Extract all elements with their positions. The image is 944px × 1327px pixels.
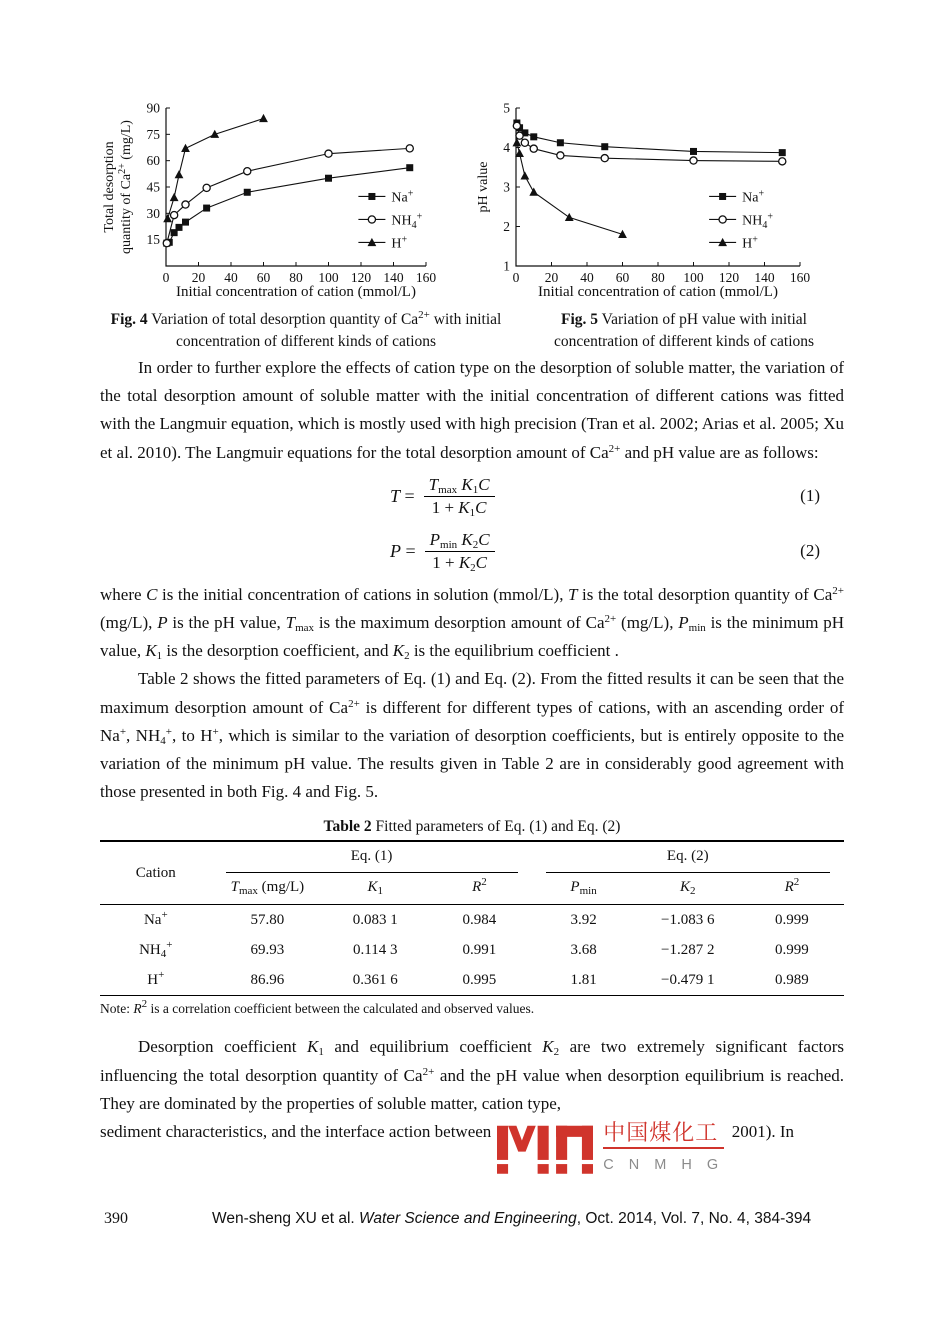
svg-text:30: 30 xyxy=(146,205,160,221)
svg-text:NH4+: $NH_4^+$ xyxy=(742,211,773,231)
equation-1-lhs: T = xyxy=(390,485,415,506)
svg-text:Na+: Na+ xyxy=(391,188,414,206)
table-2-col-tmax: $T_{max}$ (mg/L) xyxy=(212,873,324,905)
value-cell: 0.361 6 xyxy=(352,971,398,988)
table-2-group-eq2: Eq. (2) xyxy=(532,841,845,873)
lastline-text: sediment characteristics, and the interface action between xyxy=(100,1122,492,1142)
table-2-col-k2: $K_2$ xyxy=(636,873,740,905)
table-2-col-r2b: $R^2$ xyxy=(740,873,844,905)
cnmhg-watermark xyxy=(497,1120,723,1179)
value-cell: 0.999 xyxy=(775,911,809,928)
value-cell: 0.083 1 xyxy=(352,911,398,928)
svg-text:quantity of Ca2+ (mg/L): quantity of $Ca^{2+}$ (mg/L) xyxy=(117,120,134,254)
value-cell: 57.80 xyxy=(250,911,285,928)
table-2-col-pmin: $P_{min}$ xyxy=(532,873,636,905)
paragraph-coefficients-lastline xyxy=(100,1118,844,1188)
value-cell: 0.114 3 xyxy=(353,941,398,958)
table-2-col-r2a: $R^2$ xyxy=(427,873,531,905)
cation-cell: H+ xyxy=(147,968,165,988)
svg-text:160: 160 xyxy=(415,270,437,285)
value-cell: 1.81 xyxy=(570,971,597,988)
page-footer xyxy=(100,1210,844,1228)
svg-text:60: 60 xyxy=(256,270,271,285)
figure-5-chart xyxy=(474,100,844,305)
equation-2-number: (2) xyxy=(800,541,820,561)
paragraph-table2-discussion: Table 2 shows the fitted parameters of Eq. (1) and Eq. (2). From the fitted results it can be seen that the maximum desorption amount of $Ca^{2+}$ is different for different types of cations, with an ascending order of Na+, $NH_4^+$, to H+, which is similar to the variation of desorption coefficients, but is entirely opposite to the variation of the minimum pH value. The results given in Table 2 are in considerably good agreement with those presented in both Fig. 4 and Fig. 5. xyxy=(100,669,845,802)
table-row xyxy=(100,905,844,936)
table-2-group-eq1: Eq. (1) xyxy=(212,841,532,873)
equation-2-lhs: P = xyxy=(390,540,416,561)
svg-text:20: 20 xyxy=(544,270,559,285)
cation-cell: Na+ xyxy=(143,908,168,928)
value-cell: 86.96 xyxy=(250,971,285,988)
svg-text:140: 140 xyxy=(754,270,775,285)
svg-text:H+: H+ xyxy=(391,234,408,252)
value-cell: 0.991 xyxy=(462,941,497,958)
table-2-col-k1: $K_1$ xyxy=(323,873,427,905)
table-2-caption: Table 2 Fitted parameters of Eq. (1) and Eq. (2) xyxy=(323,818,621,836)
value-cell: 69.93 xyxy=(250,941,285,958)
table-2-group-header-row xyxy=(100,841,844,873)
table-row xyxy=(100,935,844,965)
svg-text:NH4+: $NH_4^+$ xyxy=(391,211,423,231)
legend xyxy=(709,188,773,251)
svg-text:2: 2 xyxy=(503,219,510,234)
value-cell: −1.083 6 xyxy=(661,911,715,928)
svg-text:140: 140 xyxy=(383,270,404,285)
table-2 xyxy=(100,840,844,996)
svg-text:60: 60 xyxy=(146,153,160,169)
svg-text:40: 40 xyxy=(580,270,594,285)
paragraph-where: where C is the initial concentration of cations in solution (mmol/L), T is the total desorption quantity of $Ca^{2+}$ (mg/L), P is the pH value, $T_{max}$ is the maximum desorption amount of $Ca^{2+}$ (mg/L), $P_{min}$ is the minimum pH value, $K_1$ is the desorption coefficient, and $K_2$ is the equilibrium coefficient . xyxy=(100,584,845,663)
svg-text:4: 4 xyxy=(503,140,510,155)
fig5-line-chart xyxy=(474,100,844,300)
page-number: 390 xyxy=(104,1210,128,1227)
svg-text:1: 1 xyxy=(503,258,510,274)
value-cell: 0.995 xyxy=(462,971,497,988)
svg-text:Initial concentration of catio: Initial concentration of cation (mmol/L) xyxy=(538,284,778,300)
table-2-column-header-row xyxy=(100,873,844,905)
equation-1-fraction: $\frac{T_{max} K_1C}{1 + K_1C}$ xyxy=(424,475,495,518)
figure-5-caption: Fig. 5 Variation of pH value with initial concentration of different kinds of cations xyxy=(553,311,815,350)
legend xyxy=(358,188,422,251)
figure-4-caption: Fig. 4 Variation of total desorption quantity of $Ca^{2+}$ with initial concentration of different kinds of cations xyxy=(110,309,502,350)
series-NH4 xyxy=(163,145,413,247)
figure-captions xyxy=(100,309,844,352)
table-row xyxy=(100,965,844,996)
equation-1 xyxy=(100,469,844,524)
svg-text:80: 80 xyxy=(289,270,303,285)
svg-text:75: 75 xyxy=(146,126,160,142)
svg-text:120: 120 xyxy=(718,270,740,285)
svg-text:0: 0 xyxy=(162,270,170,285)
paragraph-coefficients: Desorption coefficient $K_1$ and equilibrium coefficient $K_2$ are two extremely significant factors influencing the total desorption quantity of $Ca^{2+}$ and the pH value when desorption equilibrium is reached. They are dominated by the properties of soluble matter, cation type, xyxy=(100,1037,845,1113)
figure-4-chart xyxy=(100,100,470,305)
equations-block xyxy=(100,469,844,579)
equation-2-fraction: $\frac{P_{min} K_2C}{1 + K_2C}$ xyxy=(425,530,495,573)
table-2-corner-header: Cation xyxy=(100,841,212,905)
logo-chinese-text: 中国煤化工 xyxy=(603,1120,723,1149)
svg-text:120: 120 xyxy=(350,270,372,285)
svg-text:Initial concentration of catio: Initial concentration of cation (mmol/L) xyxy=(176,284,416,300)
series-NH4 xyxy=(513,122,786,165)
value-cell: 3.68 xyxy=(570,941,597,958)
svg-text:H+: H+ xyxy=(742,234,758,252)
series-Na xyxy=(513,120,785,157)
svg-text:100: 100 xyxy=(318,270,339,285)
svg-text:100: 100 xyxy=(683,270,704,285)
paragraph-langmuir-intro: In order to further explore the effects of cation type on the desorption of soluble matter, the variation of the total desorption amount of soluble matter with the initial concentration of different cations was fitted with the Langmuir equation, which is mostly used with high precision (Tran et al. 2002; Arias et al. 2005; Xu et al. 2010). The Langmuir equations for the total desorption amount of $Ca^{2+}$ and pH value are as follows: xyxy=(100,358,844,462)
svg-text:80: 80 xyxy=(651,270,665,285)
equation-2 xyxy=(100,524,844,579)
svg-text:pH value: pH value xyxy=(476,161,491,213)
svg-text:160: 160 xyxy=(789,270,811,285)
table-2-note: Note: $R^2$ is a correlation coefficient between the calculated and observed values. xyxy=(100,998,535,1017)
cnmhg-logo-icon xyxy=(497,1120,593,1174)
cation-cell: $NH_4^+$ xyxy=(139,938,173,960)
svg-text:40: 40 xyxy=(224,270,238,285)
running-citation: Wen-sheng XU et al. Water Science and Engineering, Oct. 2014, Vol. 7, No. 4, 384-394 xyxy=(212,1210,812,1227)
value-cell: 3.92 xyxy=(570,911,597,928)
equation-1-number: (1) xyxy=(800,486,820,506)
value-cell: 0.999 xyxy=(775,941,809,958)
value-cell: −1.287 2 xyxy=(661,941,715,958)
svg-text:20: 20 xyxy=(191,270,206,285)
svg-text:0: 0 xyxy=(512,270,520,285)
value-cell: −0.479 1 xyxy=(661,971,715,988)
series-H xyxy=(163,114,268,222)
svg-text:5: 5 xyxy=(503,100,510,116)
figures-row xyxy=(100,0,844,305)
fig4-line-chart xyxy=(100,100,470,300)
value-cell: 0.989 xyxy=(775,971,809,988)
svg-text:45: 45 xyxy=(146,179,160,195)
svg-text:60: 60 xyxy=(615,270,630,285)
svg-text:15: 15 xyxy=(146,232,160,248)
svg-text:Total desorption: Total desorption xyxy=(102,141,117,233)
series-H xyxy=(512,138,626,238)
lastline-tail: 2001). In xyxy=(731,1122,795,1142)
svg-text:3: 3 xyxy=(503,179,510,195)
series-Na xyxy=(163,164,413,246)
svg-text:90: 90 xyxy=(146,100,160,116)
svg-text:Na+: Na+ xyxy=(742,188,765,206)
logo-latin-text: C N M H G xyxy=(603,1157,724,1174)
value-cell: 0.984 xyxy=(462,911,497,928)
